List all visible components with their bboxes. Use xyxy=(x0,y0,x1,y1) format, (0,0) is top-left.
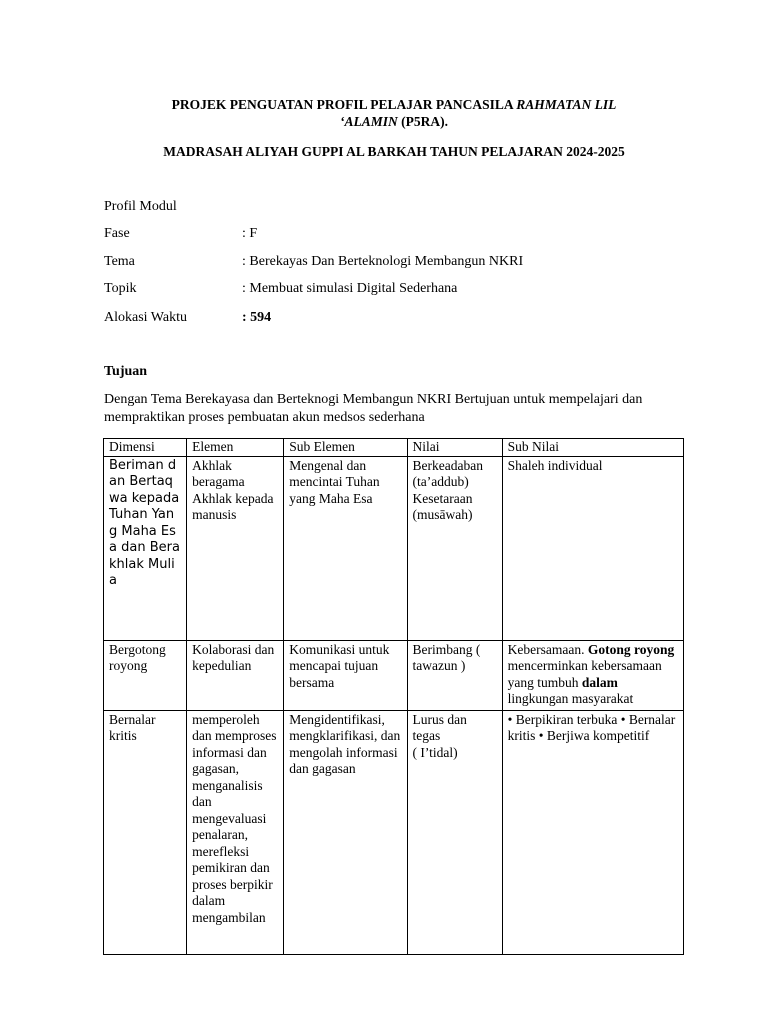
header-sub-nilai: Sub Nilai xyxy=(502,439,683,457)
title-italic-2: ‘ALAMIN xyxy=(339,114,398,129)
table-header-row xyxy=(104,439,684,457)
tujuan-paragraph: Dengan Tema Berekayasa dan Berteknogi Membangun NKRI Bertujuan untuk mempelajari dan mempraktikan proses pembuatan akun medsos sederhana xyxy=(104,392,643,425)
sub-nilai-text: Kebersamaan. xyxy=(507,641,588,657)
header-dimensi: Dimensi xyxy=(104,439,187,457)
profile-label-fase: Fase xyxy=(104,226,130,241)
sub-nilai-text: mencerminkan kebersamaan yang tumbuh xyxy=(507,658,662,690)
table-row xyxy=(104,640,684,710)
profile-value-fase: : F xyxy=(242,226,258,241)
cell-elemen: Kolaborasi dan kepedulian xyxy=(187,640,284,710)
profile-label-alokasi: Alokasi Waktu xyxy=(104,310,187,325)
title-suffix: (P5RA). xyxy=(397,114,448,129)
sub-nilai-text: lingkungan masyarakat xyxy=(507,691,634,706)
profile-value-alokasi: : 594 xyxy=(242,310,272,325)
header-sub-elemen: Sub Elemen xyxy=(284,439,407,457)
cell-dimensi: Beriman dan Bertaqwa kepada Tuhan Yang Maha Esa dan Berakhlak Mulia xyxy=(104,456,187,640)
cell-nilai: Berimbang ( tawazun ) xyxy=(407,640,502,710)
cell-sub-nilai: Shaleh individual xyxy=(502,456,683,640)
table-row xyxy=(104,456,684,640)
title-text: PROJEK PENGUATAN PROFIL PELAJAR PANCASILA xyxy=(171,97,517,112)
cell-elemen: Akhlak beragama Akhlak kepada manusis xyxy=(187,456,284,640)
tujuan-heading: Tujuan xyxy=(104,364,148,379)
module-table xyxy=(103,438,684,955)
cell-dimensi: Bernalar kritis xyxy=(104,710,187,954)
table-row xyxy=(104,710,684,954)
document-title xyxy=(100,96,688,130)
profile-heading: Profil Modul xyxy=(104,199,177,214)
title-italic-1: RAHMATAN LIL xyxy=(516,97,617,112)
cell-sub-nilai xyxy=(502,640,683,710)
cell-sub-elemen: Mengenal dan mencintai Tuhan yang Maha Esa xyxy=(284,456,407,640)
profile-label-tema: Tema xyxy=(104,254,135,269)
cell-dimensi: Bergotong royong xyxy=(104,640,187,710)
header-elemen: Elemen xyxy=(187,439,284,457)
cell-nilai xyxy=(407,710,502,954)
cell-sub-nilai: • Berpikiran terbuka • Bernalar kritis • Berjiwa kompetitif xyxy=(502,710,683,954)
sub-nilai-bold: Gotong royong xyxy=(587,641,675,657)
document-subtitle: MADRASAH ALIYAH GUPPI AL BARKAH TAHUN PELAJARAN 2024-2025 xyxy=(163,144,625,159)
nilai-line-2: ( I’tidal) xyxy=(412,744,458,760)
cell-elemen: memperoleh dan memproses informasi dan gagasan, menganalisis dan mengevaluasi penalaran, merefleksi pemikiran dan proses berpikir dalam mengambilan xyxy=(187,710,284,954)
sub-nilai-bold: dalam xyxy=(581,674,618,690)
nilai-line-1: Lurus dan tegas xyxy=(412,711,467,743)
profile-value-tema: : Berekayas Dan Berteknologi Membangun NKRI xyxy=(242,254,524,269)
header-nilai: Nilai xyxy=(407,439,502,457)
cell-nilai: Berkeadaban (ta’addub) Kesetaraan (musāwah) xyxy=(407,456,502,640)
profile-value-topik: : Membuat simulasi Digital Sederhana xyxy=(242,281,458,296)
cell-sub-elemen: Komunikasi untuk mencapai tujuan bersama xyxy=(284,640,407,710)
cell-sub-elemen: Mengidentifikasi, mengklarifikasi, dan mengolah informasi dan gagasan xyxy=(284,710,407,954)
profile-label-topik: Topik xyxy=(104,281,137,296)
